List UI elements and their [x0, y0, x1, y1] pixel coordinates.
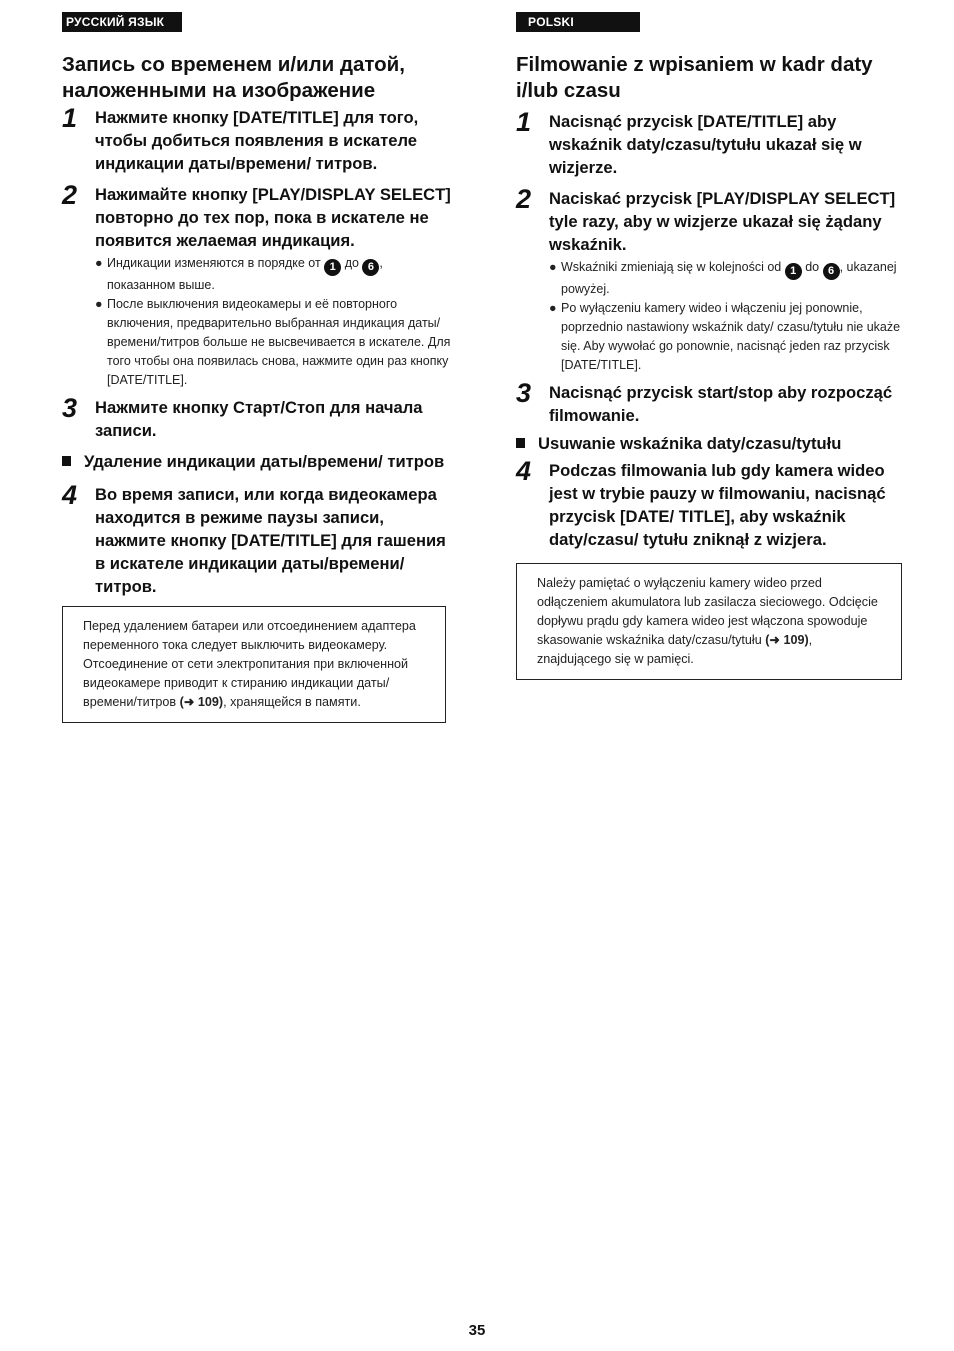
step-number: 3: [62, 393, 78, 423]
step-text: Во время записи, или когда видеокамера находится в режиме паузы записи, нажмите кнопку [DATE/TITLE] для гашения в искателе индикации даты/времени/ титров.: [95, 485, 446, 596]
bullet-icon: ●: [95, 256, 103, 270]
notice-box: [62, 606, 446, 723]
note-text: Wskaźniki zmieniają się w kolejności od: [561, 260, 782, 274]
step-text: Naciskać przycisk [PLAY/DISPLAY SELECT] tyle razy, aby w wizjerze ukazał się żądany wskaźnik.: [549, 189, 896, 254]
step-1: [516, 107, 908, 179]
step-4: [62, 480, 454, 598]
step-text: Nacisnąć przycisk start/stop aby rozpocząć filmowanie.: [549, 383, 893, 425]
circled-number-icon: 6: [823, 263, 840, 280]
step-text: Нажмите кнопку Старт/Стоп для начала записи.: [95, 398, 423, 440]
notice-box: [516, 563, 902, 680]
language-tag: РУССКИЙ ЯЗЫК: [62, 12, 182, 32]
delete-heading-text: Удаление индикации даты/времени/ титров: [84, 452, 445, 471]
note-text: Индикации изменяются в порядке от: [107, 256, 321, 270]
step-number: 1: [516, 107, 532, 137]
step-1: [62, 103, 454, 175]
step-text: Нажмите кнопку [DATE/TITLE] для того, чтобы добиться появления в искателе индикации даты/времени/ титров.: [95, 108, 419, 173]
note-text: до: [344, 256, 359, 270]
step-number: 4: [516, 456, 532, 486]
step-text: Nacisnąć przycisk [DATE/TITLE] aby wskaźnik daty/czasu/tytułu ukazał się w wizjerze.: [549, 112, 862, 177]
bullet-icon: ●: [549, 260, 557, 274]
step-4: [516, 456, 908, 551]
step-number: 2: [516, 184, 532, 214]
step-notes: [95, 254, 454, 390]
note-item: [95, 295, 454, 390]
section-title: Запись со временем и/или датой, наложенными на изображение: [62, 53, 405, 102]
page-reference: (➜ 109): [765, 633, 809, 647]
circled-number-icon: 1: [785, 263, 802, 280]
notice-text: Перед удалением батареи или отсоединением адаптера переменного тока следует выключить видеокамеру. Отсоединение от сети электропитания при включенной видеокамере приводит к стиранию индикации даты/времени/титров: [83, 619, 416, 709]
note-text: do: [805, 260, 820, 274]
step-text: Podczas filmowania lub gdy kamera wideo jest w trybie pauzy w filmowaniu, nacisnąć przycisk [DATE/ TITLE], aby wskaźnik daty/czasu/ tytułu zniknął z wizjera.: [549, 461, 886, 549]
bullet-icon: ●: [549, 301, 557, 315]
delete-heading: [516, 432, 908, 455]
note-item: [95, 254, 454, 295]
language-tag: POLSKI: [516, 12, 640, 32]
delete-heading: [62, 450, 454, 473]
step-number: 2: [62, 180, 78, 210]
note-text: , ukazanej powyżej.: [561, 260, 897, 296]
notice-text: , хранящейся в памяти.: [223, 695, 361, 709]
note-item: [549, 299, 908, 375]
delete-heading-text: Usuwanie wskaźnika daty/czasu/tytułu: [538, 434, 842, 453]
notice-text: , znajdującego się w pamięci.: [537, 633, 813, 666]
step-3: [516, 378, 908, 427]
square-bullet-icon: [516, 438, 525, 448]
step-notes: [549, 258, 908, 375]
step-3: [62, 393, 454, 442]
note-text: Po wyłączeniu kamery wideo i włączeniu jej ponownie, poprzednio nastawiony wskaźnik daty/ czasu/tytułu nie ukaże się. Aby wywołać go ponownie, nacisnąć jeden raz przycisk [DATE/TITLE].: [561, 301, 901, 372]
page-number: 35: [468, 1322, 486, 1339]
step-number: 1: [62, 103, 78, 133]
polish-column: [516, 12, 908, 680]
step-number: 4: [62, 480, 78, 510]
square-bullet-icon: [62, 456, 71, 466]
step-2: [516, 184, 908, 375]
note-item: [549, 258, 908, 299]
note-text: После выключения видеокамеры и её повторного включения, предварительно выбранная индикация даты/времени/титров больше не высвечивается в искателе. Для того чтобы она появилась снова, нажмите один раз кнопку [DATE/TITLE].: [107, 297, 451, 387]
section-title: Filmowanie z wpisaniem w kadr daty i/lub czasu: [516, 53, 873, 102]
circled-number-icon: 6: [362, 259, 379, 276]
bullet-icon: ●: [95, 297, 103, 311]
notice-text: Należy pamiętać o wyłączeniu kamery wideo przed odłączeniem akumulatora lub zasilacza sieciowego. Odcięcie dopływu prądu gdy kamera wideo jest włączona spowoduje skasowanie wskaźnika daty/czasu/tytułu: [537, 576, 878, 647]
circled-number-icon: 1: [324, 259, 341, 276]
step-2: [62, 180, 454, 390]
page-reference: (➜ 109): [179, 695, 224, 709]
step-number: 3: [516, 378, 532, 408]
step-text: Нажимайте кнопку [PLAY/DISPLAY SELECT] повторно до тех пор, пока в искателе не появится желаемая индикация.: [95, 185, 451, 250]
note-text: , показанном выше.: [107, 256, 383, 292]
russian-column: [62, 12, 454, 723]
